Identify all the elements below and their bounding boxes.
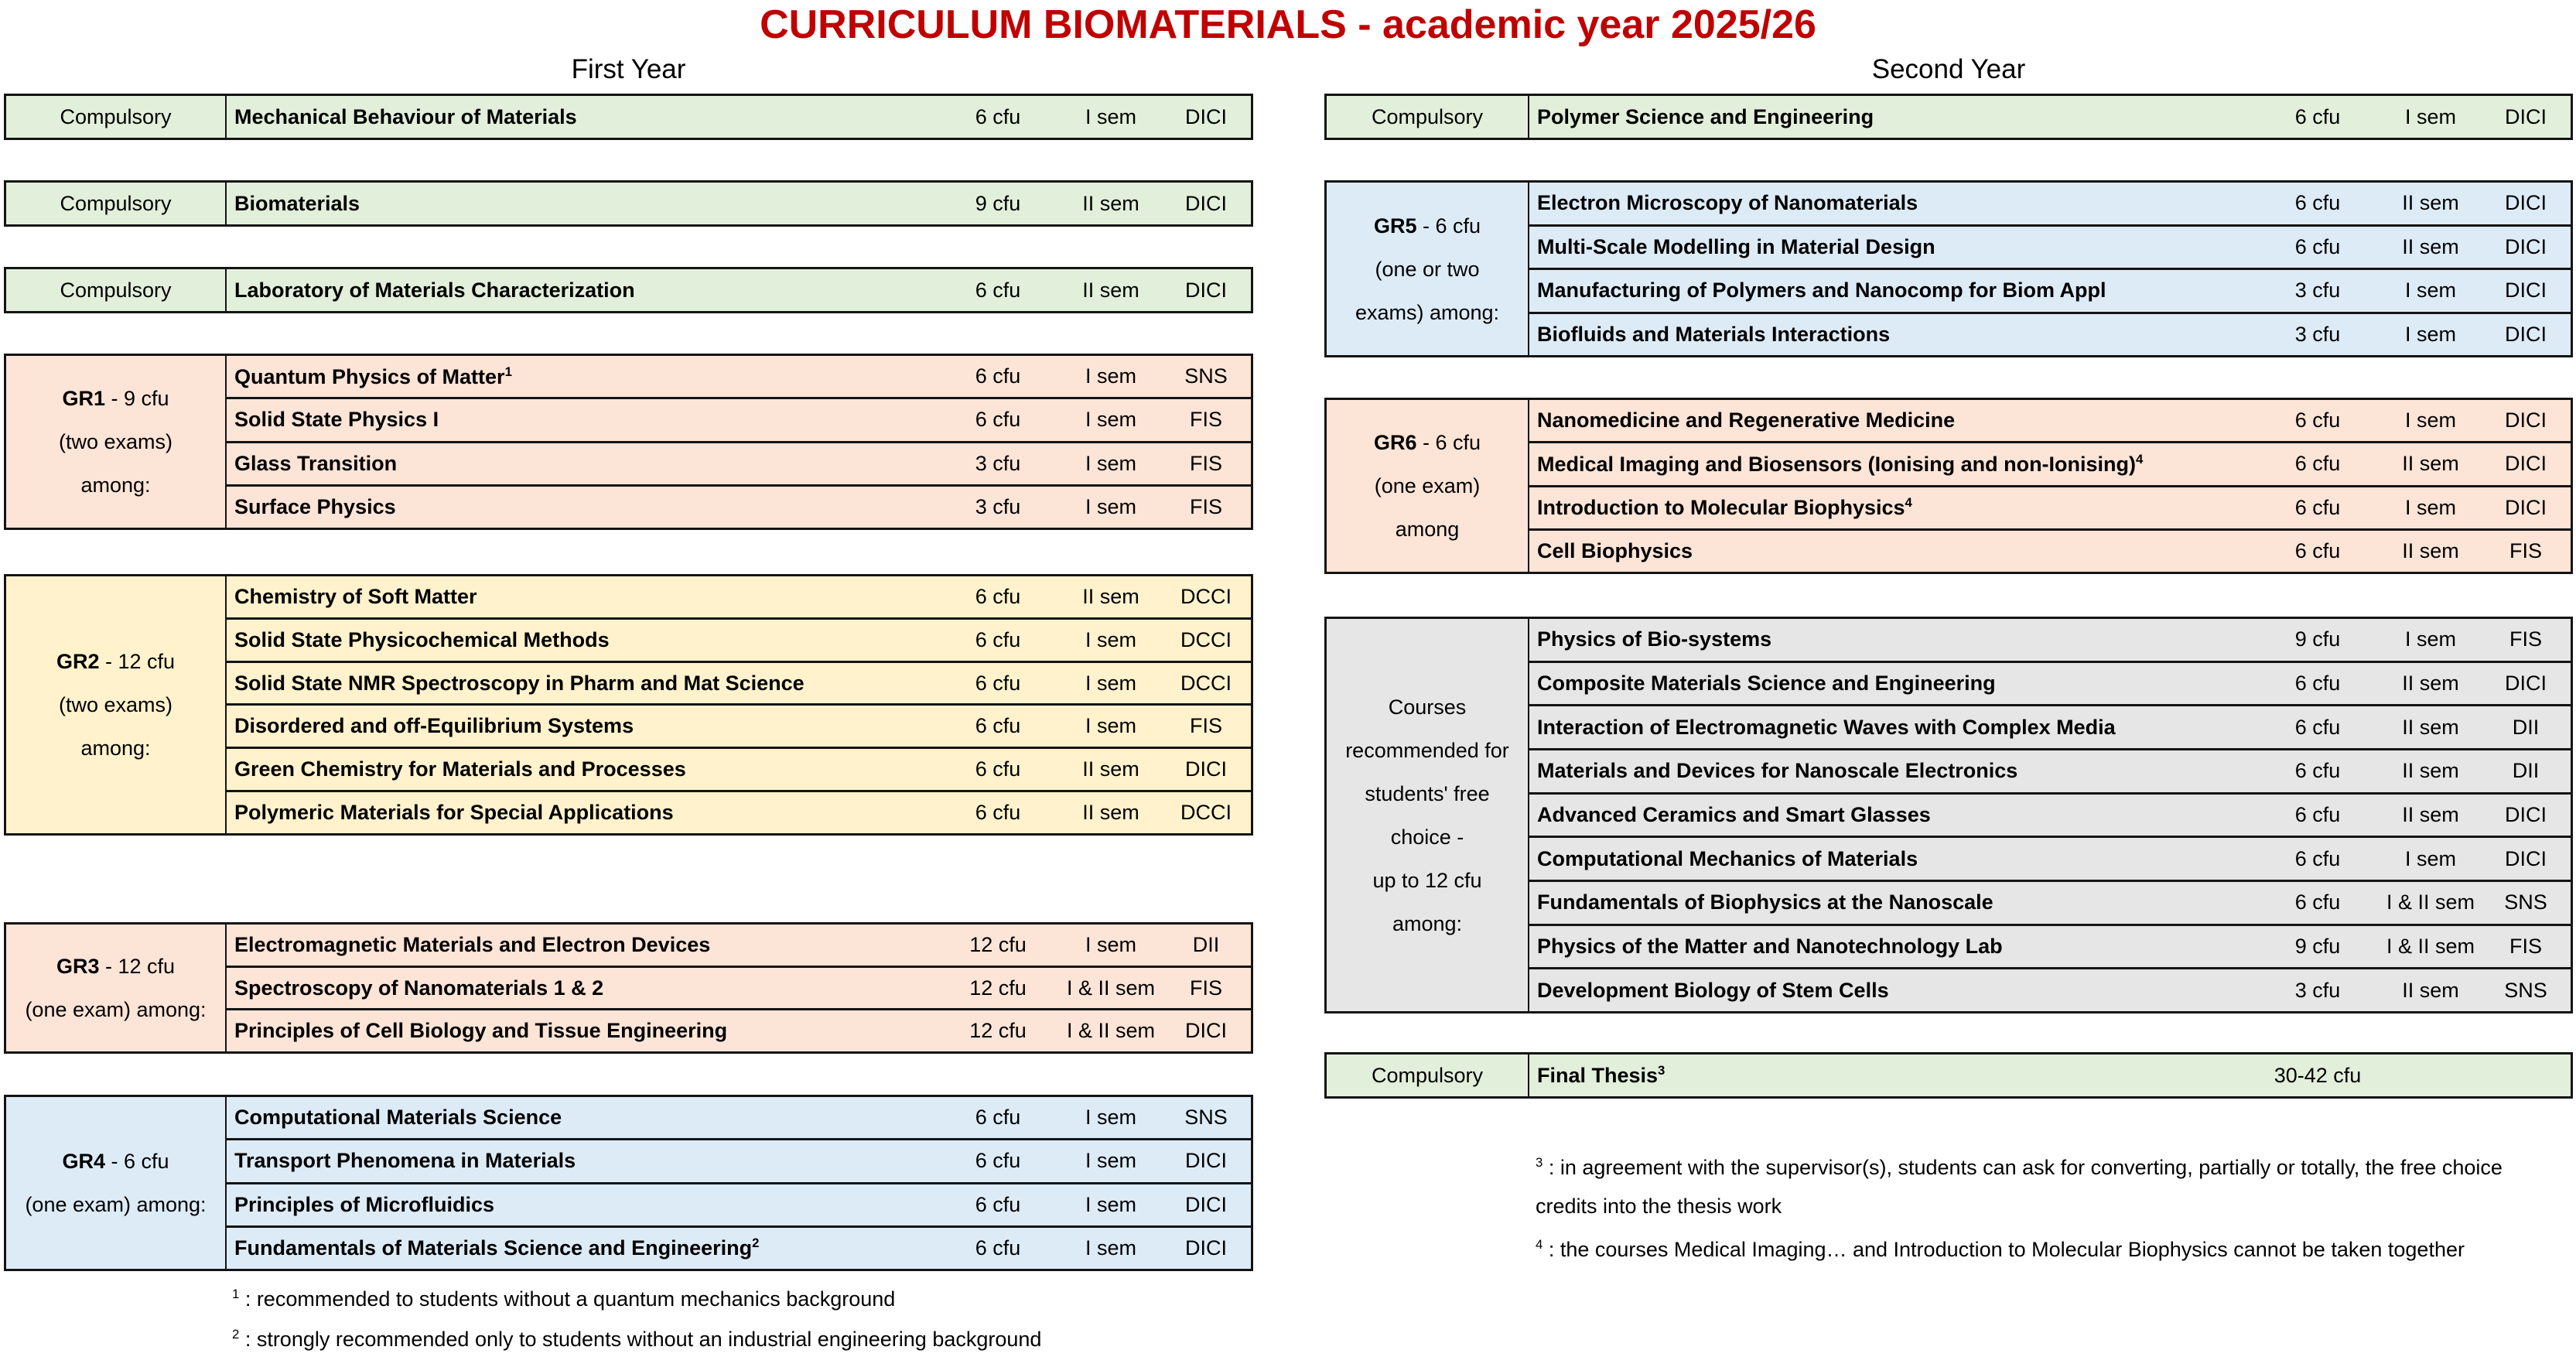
course-semester: I sem bbox=[1085, 932, 1136, 956]
footnotes-second-year bbox=[1536, 1143, 2549, 1269]
course-row bbox=[227, 661, 1251, 704]
course-cfu: 9 cfu bbox=[975, 191, 1021, 215]
course-row bbox=[227, 966, 1251, 1009]
footnote bbox=[1536, 1143, 2549, 1225]
course-cfu: 3 cfu bbox=[975, 494, 1021, 518]
course-semester: I & II sem bbox=[2386, 890, 2475, 914]
course-semester: II sem bbox=[2402, 672, 2459, 695]
course-semester: II sem bbox=[2402, 759, 2459, 783]
course-row bbox=[227, 1138, 1251, 1181]
course-row bbox=[227, 183, 1251, 224]
course-cfu: 6 cfu bbox=[2294, 408, 2341, 432]
course-row bbox=[227, 1097, 1251, 1138]
course-list bbox=[227, 183, 1251, 224]
course-semester: I sem bbox=[1085, 1192, 1136, 1216]
course-list bbox=[227, 1097, 1251, 1269]
course-row bbox=[227, 703, 1251, 747]
course-cfu: 9 cfu bbox=[2294, 935, 2341, 959]
course-row bbox=[227, 925, 1251, 966]
group-code: GR4 bbox=[62, 1150, 105, 1173]
course-group-block bbox=[4, 1095, 1253, 1271]
course-department: DICI bbox=[1185, 191, 1227, 215]
course-name: Laboratory of Materials Characterization bbox=[234, 278, 635, 302]
course-semester: I sem bbox=[1085, 364, 1136, 388]
course-list bbox=[1529, 183, 2571, 355]
course-row bbox=[227, 397, 1251, 440]
course-cfu: 6 cfu bbox=[2294, 890, 2341, 914]
course-semester: II sem bbox=[2402, 452, 2459, 476]
course-semester: II sem bbox=[2402, 538, 2459, 562]
second-year-header: Second Year bbox=[1871, 54, 2026, 84]
course-group-block bbox=[1324, 398, 2573, 574]
course-row bbox=[1529, 224, 2571, 268]
course-cfu: 6 cfu bbox=[975, 1236, 1021, 1260]
course-name: Chemistry of Soft Matter bbox=[234, 584, 477, 608]
course-name: Electromagnetic Materials and Electron Devices bbox=[234, 932, 711, 956]
course-row bbox=[1529, 312, 2571, 356]
course-row bbox=[1529, 268, 2571, 312]
course-semester: II sem bbox=[2402, 803, 2459, 827]
group-label-line: (one exam) among: bbox=[25, 1193, 207, 1216]
course-name: Mechanical Behaviour of Materials bbox=[234, 104, 577, 128]
course-department: FIS bbox=[2509, 935, 2542, 959]
course-cfu: 6 cfu bbox=[975, 714, 1021, 738]
course-group-block bbox=[4, 94, 1253, 140]
footnote-text: : in agreement with the supervisor(s), students can ask for converting, partially or totally, the free choice credits into the thesis work bbox=[1536, 1156, 2503, 1218]
group-label-line: (one exam) among: bbox=[25, 998, 207, 1021]
course-department: FIS bbox=[2509, 538, 2542, 562]
course-department: DICI bbox=[1185, 1236, 1227, 1260]
group-label-line: Compulsory bbox=[60, 279, 172, 302]
group-label-line: GR1 - 9 cfu bbox=[62, 387, 169, 410]
course-name: Disordered and off-Equilibrium Systems bbox=[234, 714, 634, 738]
course-semester: I sem bbox=[1085, 408, 1136, 432]
course-cfu: 6 cfu bbox=[2294, 759, 2341, 783]
course-name: Transport Phenomena in Materials bbox=[234, 1149, 576, 1173]
group-code: GR2 bbox=[56, 650, 100, 673]
course-cfu: 6 cfu bbox=[975, 1149, 1021, 1173]
course-row bbox=[1529, 96, 2571, 138]
group-label-line: Compulsory bbox=[1371, 1064, 1484, 1087]
course-department: DICI bbox=[1185, 104, 1227, 128]
course-semester: II sem bbox=[2402, 234, 2459, 258]
course-list bbox=[1529, 400, 2571, 572]
course-department: DICI bbox=[2505, 191, 2547, 215]
course-name: Quantum Physics of Matter$^1$ bbox=[234, 364, 512, 388]
group-label-line: among: bbox=[1392, 911, 1463, 935]
course-semester: I sem bbox=[2404, 408, 2456, 432]
course-cfu: 6 cfu bbox=[975, 104, 1021, 128]
course-name: Physics of the Matter and Nanotechnology Lab bbox=[1537, 935, 2003, 959]
course-cfu: 6 cfu bbox=[975, 278, 1021, 302]
course-list bbox=[1529, 1054, 2571, 1096]
course-row bbox=[1529, 792, 2571, 836]
course-name: Advanced Ceramics and Smart Glasses bbox=[1537, 803, 1931, 827]
group-label bbox=[6, 356, 227, 528]
course-cfu: 6 cfu bbox=[975, 801, 1021, 825]
group-label-line: (two exams) bbox=[58, 693, 173, 716]
course-department: DICI bbox=[2505, 495, 2547, 519]
course-name: Computational Materials Science bbox=[234, 1106, 562, 1130]
group-code: GR5 bbox=[1373, 214, 1417, 238]
course-row bbox=[1529, 1054, 2571, 1096]
course-cfu: 6 cfu bbox=[2294, 191, 2341, 215]
group-label-line: exams) among: bbox=[1355, 300, 1500, 324]
course-row bbox=[1529, 661, 2571, 705]
course-name: Computational Mechanics of Materials bbox=[1537, 846, 1918, 870]
course-semester: I & II sem bbox=[1066, 976, 1156, 1000]
course-department: SNS bbox=[1184, 1106, 1228, 1130]
course-cfu: 6 cfu bbox=[975, 408, 1021, 432]
footnote bbox=[1536, 1225, 2549, 1269]
group-label-line: up to 12 cfu bbox=[1372, 868, 1482, 892]
course-cfu: 6 cfu bbox=[2294, 495, 2341, 519]
course-cfu: 6 cfu bbox=[2294, 234, 2341, 258]
course-department: DCCI bbox=[1180, 671, 1232, 695]
footnote bbox=[232, 1317, 1041, 1357]
course-semester: II sem bbox=[1082, 801, 1139, 825]
group-label bbox=[6, 925, 227, 1051]
course-row bbox=[227, 484, 1251, 528]
course-department: DII bbox=[2512, 759, 2540, 783]
group-label-line: (two exams) bbox=[58, 430, 173, 453]
course-cfu: 6 cfu bbox=[975, 627, 1021, 651]
group-label-line: GR5 - 6 cfu bbox=[1373, 214, 1481, 238]
course-row bbox=[227, 356, 1251, 397]
course-department: DICI bbox=[1185, 278, 1227, 302]
course-list bbox=[227, 925, 1251, 1051]
course-list bbox=[227, 576, 1251, 833]
course-name: Multi-Scale Modelling in Material Design bbox=[1537, 234, 1935, 258]
course-semester: II sem bbox=[2402, 978, 2459, 1002]
course-cfu: 12 cfu bbox=[969, 932, 1027, 956]
group-label bbox=[1327, 619, 1529, 1011]
course-group-block bbox=[1324, 94, 2573, 140]
course-name: Interaction of Electromagnetic Waves with Complex Media bbox=[1537, 715, 2116, 739]
course-name: Manufacturing of Polymers and Nanocomp for Biom Appl bbox=[1537, 279, 2106, 303]
course-department: FIS bbox=[1189, 976, 1222, 1000]
course-department: SNS bbox=[2504, 978, 2547, 1002]
course-row bbox=[1529, 400, 2571, 441]
course-semester: I sem bbox=[2404, 495, 2456, 519]
group-code: GR3 bbox=[56, 955, 100, 978]
course-cfu: 6 cfu bbox=[975, 1106, 1021, 1130]
course-row bbox=[1529, 619, 2571, 661]
course-department: DCCI bbox=[1180, 801, 1232, 825]
course-group-block bbox=[4, 574, 1253, 836]
course-name: Solid State Physics I bbox=[234, 408, 439, 432]
course-name: Biofluids and Materials Interactions bbox=[1537, 322, 1891, 346]
course-department: SNS bbox=[2504, 890, 2547, 914]
course-row bbox=[1529, 528, 2571, 572]
course-department: DICI bbox=[1185, 757, 1227, 781]
page-title: CURRICULUM BIOMATERIALS - academic year 2025/26 bbox=[760, 2, 1816, 47]
course-name: Surface Physics bbox=[234, 494, 396, 518]
group-label-line: among bbox=[1395, 518, 1460, 541]
course-name: Final Thesis$^3$ bbox=[1537, 1063, 1666, 1087]
group-label bbox=[6, 183, 227, 224]
course-semester: I sem bbox=[1085, 1106, 1136, 1130]
course-cfu: 6 cfu bbox=[2294, 715, 2341, 739]
course-name: Glass Transition bbox=[234, 451, 398, 475]
course-semester: II sem bbox=[1082, 278, 1139, 302]
course-semester: I sem bbox=[1085, 494, 1136, 518]
course-cfu: 6 cfu bbox=[975, 1192, 1021, 1216]
group-label bbox=[6, 269, 227, 311]
group-label bbox=[6, 576, 227, 833]
group-label-line: among: bbox=[80, 473, 151, 497]
course-cfu: 6 cfu bbox=[975, 671, 1021, 695]
group-label-line: (one exam) bbox=[1374, 474, 1481, 497]
course-department: DICI bbox=[1185, 1192, 1227, 1216]
footnote-text: : strongly recommended only to students without an industrial engineering background bbox=[239, 1328, 1042, 1351]
course-name: Introduction to Molecular Biophysics$^4$ bbox=[1537, 495, 1912, 520]
course-cfu: 6 cfu bbox=[2294, 104, 2341, 128]
course-department: DICI bbox=[2505, 234, 2547, 258]
group-label bbox=[1327, 400, 1529, 572]
course-semester: I sem bbox=[1085, 451, 1136, 475]
course-cfu: 3 cfu bbox=[975, 451, 1021, 475]
course-row bbox=[1529, 704, 2571, 748]
course-group-block bbox=[1324, 617, 2573, 1013]
footnote-ref: 1 bbox=[504, 364, 512, 379]
group-code: GR1 bbox=[62, 387, 105, 410]
group-label bbox=[6, 1097, 227, 1269]
course-semester: I & II sem bbox=[2386, 935, 2475, 959]
course-department: DICI bbox=[2505, 408, 2547, 432]
course-department: FIS bbox=[1189, 451, 1222, 475]
course-semester: I sem bbox=[1085, 714, 1136, 738]
course-name: Fundamentals of Biophysics at the Nanoscale bbox=[1537, 890, 1993, 914]
course-list bbox=[227, 96, 1251, 138]
course-cfu: 3 cfu bbox=[2294, 279, 2341, 303]
group-label bbox=[1327, 96, 1529, 138]
course-row bbox=[1529, 967, 2571, 1011]
group-label-line: students' free bbox=[1365, 781, 1490, 805]
course-name: Nanomedicine and Regenerative Medicine bbox=[1537, 408, 1956, 432]
course-department: DICI bbox=[2505, 803, 2547, 827]
group-code: GR6 bbox=[1373, 431, 1417, 454]
course-name: Green Chemistry for Materials and Processes bbox=[234, 757, 686, 781]
course-cfu: 6 cfu bbox=[975, 364, 1021, 388]
course-list bbox=[1529, 96, 2571, 138]
footnote bbox=[232, 1277, 1041, 1317]
group-label bbox=[6, 96, 227, 138]
course-cfu: 6 cfu bbox=[2294, 672, 2341, 695]
course-department: DICI bbox=[2505, 322, 2547, 346]
course-department: DICI bbox=[2505, 452, 2547, 476]
group-label-line: GR4 - 6 cfu bbox=[62, 1150, 169, 1173]
course-cfu: 12 cfu bbox=[969, 976, 1027, 1000]
course-semester: I sem bbox=[2404, 627, 2456, 651]
course-row bbox=[227, 576, 1251, 617]
course-name: Development Biology of Stem Cells bbox=[1537, 978, 1889, 1002]
course-row bbox=[1529, 485, 2571, 528]
footnotes-first-year bbox=[232, 1277, 1041, 1357]
course-department: FIS bbox=[1189, 494, 1222, 518]
course-cfu: 3 cfu bbox=[2294, 978, 2341, 1002]
group-label-line: Compulsory bbox=[60, 192, 172, 215]
course-name: Composite Materials Science and Engineering bbox=[1537, 672, 1996, 695]
course-cfu: 6 cfu bbox=[2294, 452, 2341, 476]
course-name: Polymeric Materials for Special Applications bbox=[234, 801, 674, 825]
course-name: Medical Imaging and Biosensors (Ionising and non-Ionising)$^4$ bbox=[1537, 451, 2144, 476]
course-department: FIS bbox=[1189, 714, 1222, 738]
course-semester: I sem bbox=[2404, 322, 2456, 346]
group-label-line: recommended for bbox=[1345, 738, 1509, 762]
group-label-line: Compulsory bbox=[1371, 105, 1484, 128]
course-name: Materials and Devices for Nanoscale Electronics bbox=[1537, 759, 2018, 783]
course-row bbox=[227, 747, 1251, 790]
course-semester: I sem bbox=[1085, 627, 1136, 651]
course-list bbox=[227, 269, 1251, 311]
course-group-block bbox=[4, 354, 1253, 530]
course-list bbox=[1529, 619, 2571, 1011]
group-label bbox=[1327, 1054, 1529, 1096]
course-semester: II sem bbox=[1082, 191, 1139, 215]
course-row bbox=[1529, 441, 2571, 484]
footnote-ref: 4 bbox=[1905, 495, 1912, 511]
course-row bbox=[227, 441, 1251, 484]
course-department: DII bbox=[1192, 932, 1220, 956]
course-semester: II sem bbox=[2402, 191, 2459, 215]
course-group-block bbox=[4, 267, 1253, 313]
course-row bbox=[227, 1008, 1251, 1051]
group-label-line: choice - bbox=[1390, 825, 1464, 849]
course-group-block bbox=[1324, 1052, 2573, 1099]
first-year-header: First Year bbox=[571, 54, 686, 84]
course-row bbox=[227, 1182, 1251, 1225]
footnote-number: 4 bbox=[1536, 1237, 1543, 1252]
course-row bbox=[1529, 748, 2571, 792]
course-cfu: 12 cfu bbox=[969, 1019, 1027, 1043]
course-name: Spectroscopy of Nanomaterials 1 & 2 bbox=[234, 976, 604, 1000]
course-name: Cell Biophysics bbox=[1537, 538, 1693, 562]
course-cfu: 6 cfu bbox=[2294, 538, 2341, 562]
group-label bbox=[1327, 183, 1529, 355]
course-department: DICI bbox=[2505, 672, 2547, 695]
course-row bbox=[1529, 924, 2571, 968]
footnote-ref: 4 bbox=[2136, 451, 2144, 467]
course-name: Physics of Bio-systems bbox=[1537, 627, 1772, 651]
course-row bbox=[227, 617, 1251, 661]
course-cfu: 6 cfu bbox=[2294, 803, 2341, 827]
group-label-line: GR2 - 12 cfu bbox=[56, 650, 176, 673]
course-row bbox=[1529, 880, 2571, 924]
course-semester: I sem bbox=[1085, 1236, 1136, 1260]
course-department: DICI bbox=[2505, 279, 2547, 303]
footnote-number: 1 bbox=[232, 1287, 240, 1301]
course-department: DICI bbox=[2505, 846, 2547, 870]
course-name: Solid State Physicochemical Methods bbox=[234, 627, 610, 651]
group-label-line: Compulsory bbox=[60, 105, 172, 128]
course-row bbox=[227, 96, 1251, 138]
course-semester: I sem bbox=[2404, 846, 2456, 870]
course-department: DICI bbox=[1185, 1149, 1227, 1173]
footnote-number: 2 bbox=[232, 1327, 240, 1342]
footnote-text: : recommended to students without a quantum mechanics background bbox=[239, 1287, 896, 1311]
course-name: Biomaterials bbox=[234, 191, 360, 215]
course-department: FIS bbox=[1189, 408, 1222, 432]
course-name: Principles of Cell Biology and Tissue Engineering bbox=[234, 1019, 728, 1043]
course-cfu: 6 cfu bbox=[2294, 846, 2341, 870]
course-semester: I sem bbox=[1085, 1149, 1136, 1173]
footnote-text: : the courses Medical Imaging… and Introduction to Molecular Biophysics cannot be taken together bbox=[1543, 1238, 2465, 1261]
course-cfu: 6 cfu bbox=[975, 757, 1021, 781]
course-name: Principles of Microfluidics bbox=[234, 1192, 495, 1216]
course-department: FIS bbox=[2509, 627, 2542, 651]
course-name: Fundamentals of Materials Science and Engineering$^2$ bbox=[234, 1236, 760, 1260]
course-department: DII bbox=[2512, 715, 2540, 739]
course-row bbox=[227, 790, 1251, 833]
course-department: DCCI bbox=[1180, 584, 1232, 608]
course-semester: II sem bbox=[1082, 584, 1139, 608]
course-cfu: 6 cfu bbox=[975, 584, 1021, 608]
course-row bbox=[1529, 836, 2571, 880]
course-semester: I sem bbox=[1085, 104, 1136, 128]
course-group-block bbox=[4, 922, 1253, 1054]
group-label-line: (one or two bbox=[1375, 257, 1480, 281]
course-row bbox=[227, 1225, 1251, 1269]
course-name: Polymer Science and Engineering bbox=[1537, 104, 1874, 128]
course-row bbox=[227, 269, 1251, 311]
course-department: DICI bbox=[2505, 104, 2547, 128]
course-semester: I & II sem bbox=[1066, 1019, 1156, 1043]
course-department: SNS bbox=[1184, 364, 1228, 388]
footnote-ref: 2 bbox=[752, 1236, 760, 1251]
course-department: DICI bbox=[1185, 1019, 1227, 1043]
course-department: DCCI bbox=[1180, 627, 1232, 651]
course-cfu: 9 cfu bbox=[2294, 627, 2341, 651]
course-list bbox=[227, 356, 1251, 528]
course-semester: II sem bbox=[2402, 715, 2459, 739]
footnote-ref: 3 bbox=[1658, 1063, 1666, 1078]
footnote-number: 3 bbox=[1536, 1155, 1543, 1170]
course-group-block bbox=[1324, 180, 2573, 357]
course-group-block bbox=[4, 180, 1253, 227]
course-name: Solid State NMR Spectroscopy in Pharm and Mat Science bbox=[234, 671, 805, 695]
group-label-line: among: bbox=[80, 737, 151, 760]
course-semester: I sem bbox=[2404, 104, 2456, 128]
course-semester: II sem bbox=[1082, 757, 1139, 781]
group-label-line: GR6 - 6 cfu bbox=[1373, 431, 1481, 454]
group-label-line: GR3 - 12 cfu bbox=[56, 955, 176, 978]
group-label-line: Courses bbox=[1388, 695, 1467, 719]
course-cfu: 30-42 cfu bbox=[2274, 1063, 2362, 1087]
course-row bbox=[1529, 183, 2571, 224]
course-semester: I sem bbox=[2404, 279, 2456, 303]
course-name: Electron Microscopy of Nanomaterials bbox=[1537, 191, 1918, 215]
course-semester: I sem bbox=[1085, 671, 1136, 695]
course-cfu: 3 cfu bbox=[2294, 322, 2341, 346]
